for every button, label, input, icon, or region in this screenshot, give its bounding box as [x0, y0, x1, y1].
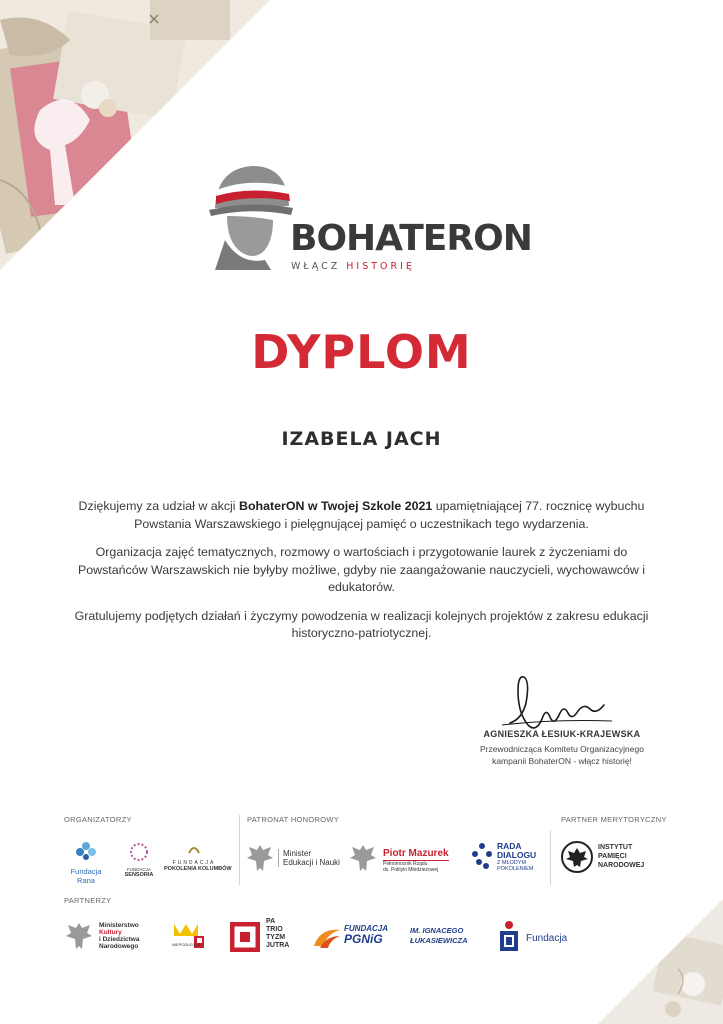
- rada-line-4: POKOLENIEM: [497, 866, 534, 872]
- pgnig-flame-icon: [312, 926, 342, 950]
- sensoria-small-text: FUNDACJA: [126, 867, 151, 872]
- minister-line-2: Edukacji i Nauki: [283, 858, 340, 867]
- body-paragraph-1: [70, 498, 653, 533]
- tagline-accent: HISTORIĘ: [346, 261, 415, 272]
- section-partners-label: PARTNERZY: [64, 896, 112, 905]
- logo-niepodlegla: [172, 920, 212, 955]
- handwritten-signature: [492, 675, 632, 737]
- pgnig-line-4: ŁUKASIEWICZA: [410, 936, 468, 945]
- kolumbow-text: POKOLENIA KOLUMBÓW: [164, 866, 232, 872]
- signatory-name: AGNIESZKA ŁESIUK-KRAJEWSKA: [483, 729, 641, 739]
- recipient-name: IZABELA JACH: [281, 428, 442, 450]
- pgnig-line-1: FUNDACJA: [344, 924, 388, 933]
- pat-line-3: TYZM: [266, 934, 286, 941]
- minister-line-1: Minister: [283, 849, 312, 858]
- logo-pokolenia-kolumbow: [164, 842, 232, 873]
- divider-1: [239, 815, 240, 885]
- signatory-role: [462, 743, 662, 767]
- pgnig-line-2: PGNiG: [344, 932, 383, 946]
- body-paragraph-3: Gratulujemy podjętych działań i życzymy powodzenia w realizacji kolejnych projektów z zakresu edukacji historyczno-patriotycznej.: [74, 608, 649, 640]
- ipn-line-1: INSTYTUT: [598, 844, 633, 851]
- mazurek-line-2: ds. Polityki Młodzieżowej: [383, 867, 439, 873]
- tagline-prefix: WŁĄCZ: [291, 261, 341, 272]
- role-line-2: kampanii BohaterON - włącz historię!: [492, 756, 632, 766]
- rada-dialogu-icon: [469, 840, 495, 874]
- mkidn-line-3: i Dziedzictwa: [99, 936, 140, 943]
- ipn-emblem-icon: [560, 840, 594, 874]
- sensoria-text: SENSORIA: [124, 872, 154, 878]
- diploma-body: [70, 498, 653, 654]
- logo-sensoria: [122, 842, 156, 878]
- logo-wordmark: BOHATERON: [290, 218, 532, 259]
- pko-fundacja-text: Fundacja: [526, 933, 568, 944]
- pko-bank-icon: [498, 920, 520, 954]
- mkidn-line-4: Narodowego: [99, 943, 139, 950]
- ipn-line-3: NARODOWEJ: [598, 862, 645, 869]
- ipn-line-2: PAMIĘCI: [598, 853, 627, 860]
- body-paragraph-2: Organizacja zajęć tematycznych, rozmowy o wartościach i przygotowanie laurek z życzeniami do Powstańców Warszawskich nie byłyby możliwe, gdyby nie zaangażowanie nauczycieli, wychowawców i edukatorów.: [78, 545, 645, 594]
- kolumbow-emblem-icon: [187, 843, 201, 855]
- decorative-corner-bottom-right: [598, 899, 723, 1024]
- mkidn-line-1: Ministerstwo: [99, 922, 139, 929]
- pat-line-2: TRIO: [266, 926, 283, 933]
- mazurek-name: Piotr Mazurek: [383, 848, 449, 859]
- polish-eagle-icon: [349, 843, 377, 873]
- diploma-title: DYPLOM: [251, 325, 472, 379]
- pgnig-line-3: IM. IGNACEGO: [410, 926, 464, 935]
- polish-eagle-icon: [65, 920, 93, 952]
- p1-text-before: Dziękujemy za udział w akcji: [78, 499, 236, 513]
- soldier-helmet-icon: [205, 160, 295, 270]
- signature-block: [462, 675, 662, 775]
- fundacja-rana-text: Fundacja Rana: [70, 867, 102, 885]
- mazurek-line-1: Pełnomocnik Rządu: [383, 861, 428, 867]
- pat-line-1: PA: [266, 918, 276, 925]
- niepodlegla-text: NIEPODLEGŁA: [172, 942, 201, 947]
- flower-icon: [74, 840, 98, 862]
- p1-campaign-name: BohaterON w Twojej Szkole 2021: [239, 499, 433, 513]
- rada-line-3: Z MŁODYM: [497, 860, 527, 866]
- sensoria-dots-icon: [128, 842, 150, 862]
- section-patronage-label: PATRONAT HONOROWY: [247, 815, 340, 824]
- section-organizers-label: ORGANIZATORZY: [64, 815, 132, 824]
- kolumbow-small-text: FUNDACJA: [172, 860, 216, 866]
- bohateron-logo: [205, 160, 532, 280]
- polish-eagle-icon: [246, 843, 274, 873]
- logo-tagline: [291, 261, 415, 272]
- role-line-1: Przewodnicząca Komitetu Organizacyjnego: [480, 744, 644, 754]
- patriotyzm-square-icon: [230, 922, 260, 952]
- rada-line-1: RADA: [497, 841, 522, 851]
- mkidn-line-2: Kultury: [99, 929, 122, 936]
- logo-fundacja-rana: [62, 840, 110, 885]
- rada-line-2: DIALOGU: [497, 850, 537, 860]
- divider-2: [550, 830, 551, 885]
- section-partner-label: PARTNER MERYTORYCZNY: [561, 815, 667, 824]
- pat-line-4: JUTRA: [266, 942, 290, 949]
- p1-text-after: upamiętniającej 77. rocznicę wybuchu Powstania Warszawskiego i pielęgnującej pamięć o uczestnikach tego wydarzenia.: [134, 499, 645, 531]
